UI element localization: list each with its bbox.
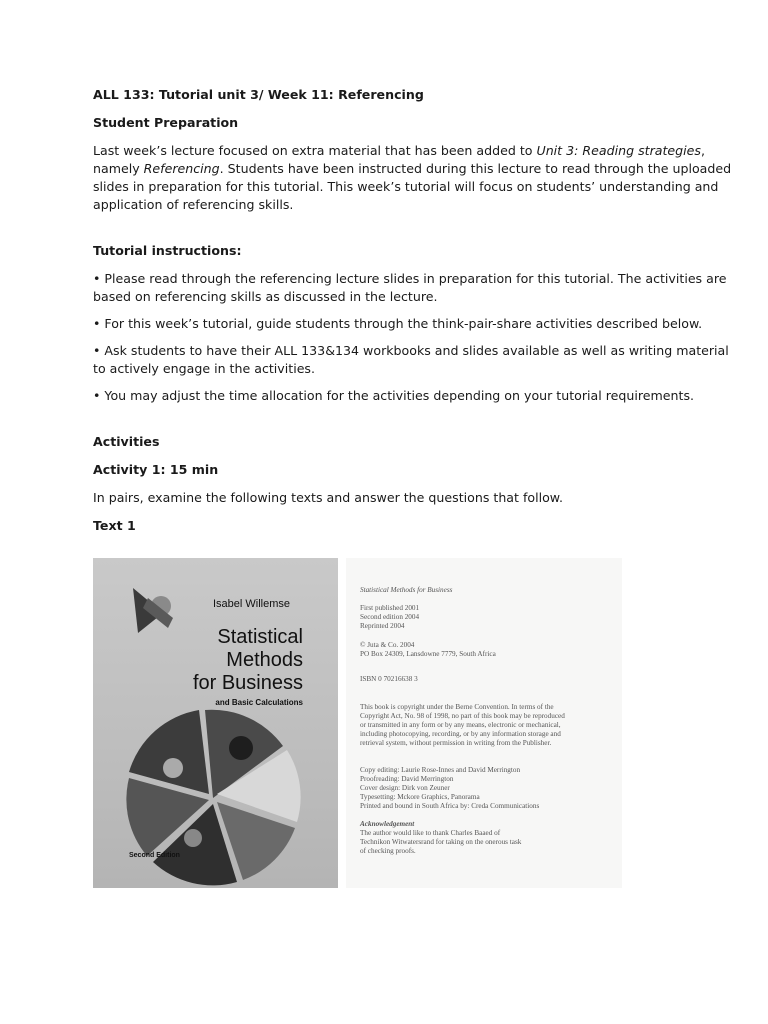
copyright-notice: This book is copyright under the Berne Convention. In terms of the Copyright Act, No. 98 of 1998, no part of this book may be reproduced or transmitted in any form or by any means, electronic or mechanical, including photocopying, recording, or by any information storage and retrieval system, without permission in writing from the Publisher. [360,703,565,747]
instruction-bullet: • Please read through the referencing lecture slides in preparation for this tutorial. The activities are [93,271,727,286]
document-body [93,86,732,535]
acknowledgement: Acknowledgement The author would like to thank Charles Baaed of Technikon Witwatersrand for taking on the onerous task of checking proofs. [360,820,522,855]
instruction-bullet-cont: based on referencing skills as discussed in the lecture. [93,289,438,304]
prep-paragraph-line: namely Referencing. Students have been instructed during this lecture to read through the uploaded [93,161,732,176]
prep-paragraph-line: slides in preparation for this tutorial. This week’s tutorial will focus on students’ understanding and [93,179,719,194]
cover-title: Statistical Methods for Business [192,626,303,694]
instruction-bullet: • You may adjust the time allocation for the activities depending on your tutorial requirements. [93,388,695,403]
cover-edition: Second Edition [129,852,180,859]
text-1-label: Text 1 [93,518,136,533]
cover-author: Isabel Willemse [213,598,291,610]
cover-subtitle: and Basic Calculations [215,698,303,707]
tutorial-instructions-heading: Tutorial instructions: [93,243,242,258]
publication-history: First published 2001 Second edition 2004 Reprinted 2004 [360,604,420,630]
page-title: ALL 133: Tutorial unit 3/ Week 11: Referencing [93,87,424,102]
copyright-title: Statistical Methods for Business [360,586,453,594]
copyright-page-image [346,558,622,888]
instruction-bullet: • For this week’s tutorial, guide students through the think-pair-share activities described below. [93,316,703,331]
prep-paragraph-line: application of referencing skills. [93,197,294,212]
isbn: ISBN 0 70216638 3 [360,675,418,683]
book-cover-image [93,558,338,888]
activity-instruction: In pairs, examine the following texts and answer the questions that follow. [93,490,563,505]
activity-1-heading: Activity 1: 15 min [93,462,219,477]
instruction-bullet: • Ask students to have their ALL 133&134 workbooks and slides available as well as writing material [93,343,729,358]
prep-paragraph-line: Last week’s lecture focused on extra material that has been added to Unit 3: Reading strategies, [93,143,705,158]
instruction-bullet-cont: to actively engage in the activities. [93,361,316,376]
publisher-info: © Juta & Co. 2004 PO Box 24309, Lansdowne 7779, South Africa [360,641,496,658]
student-preparation-heading: Student Preparation [93,115,239,130]
activities-heading: Activities [93,434,160,449]
production-credits: Copy editing: Laurie Rose-Innes and David Merrington Proofreading: David Merrington Cover design: Dirk von Zeuner Typesetting: Mckore Graphics, Panorama Printed and bound in South Africa by: Creda Communications [360,766,540,810]
